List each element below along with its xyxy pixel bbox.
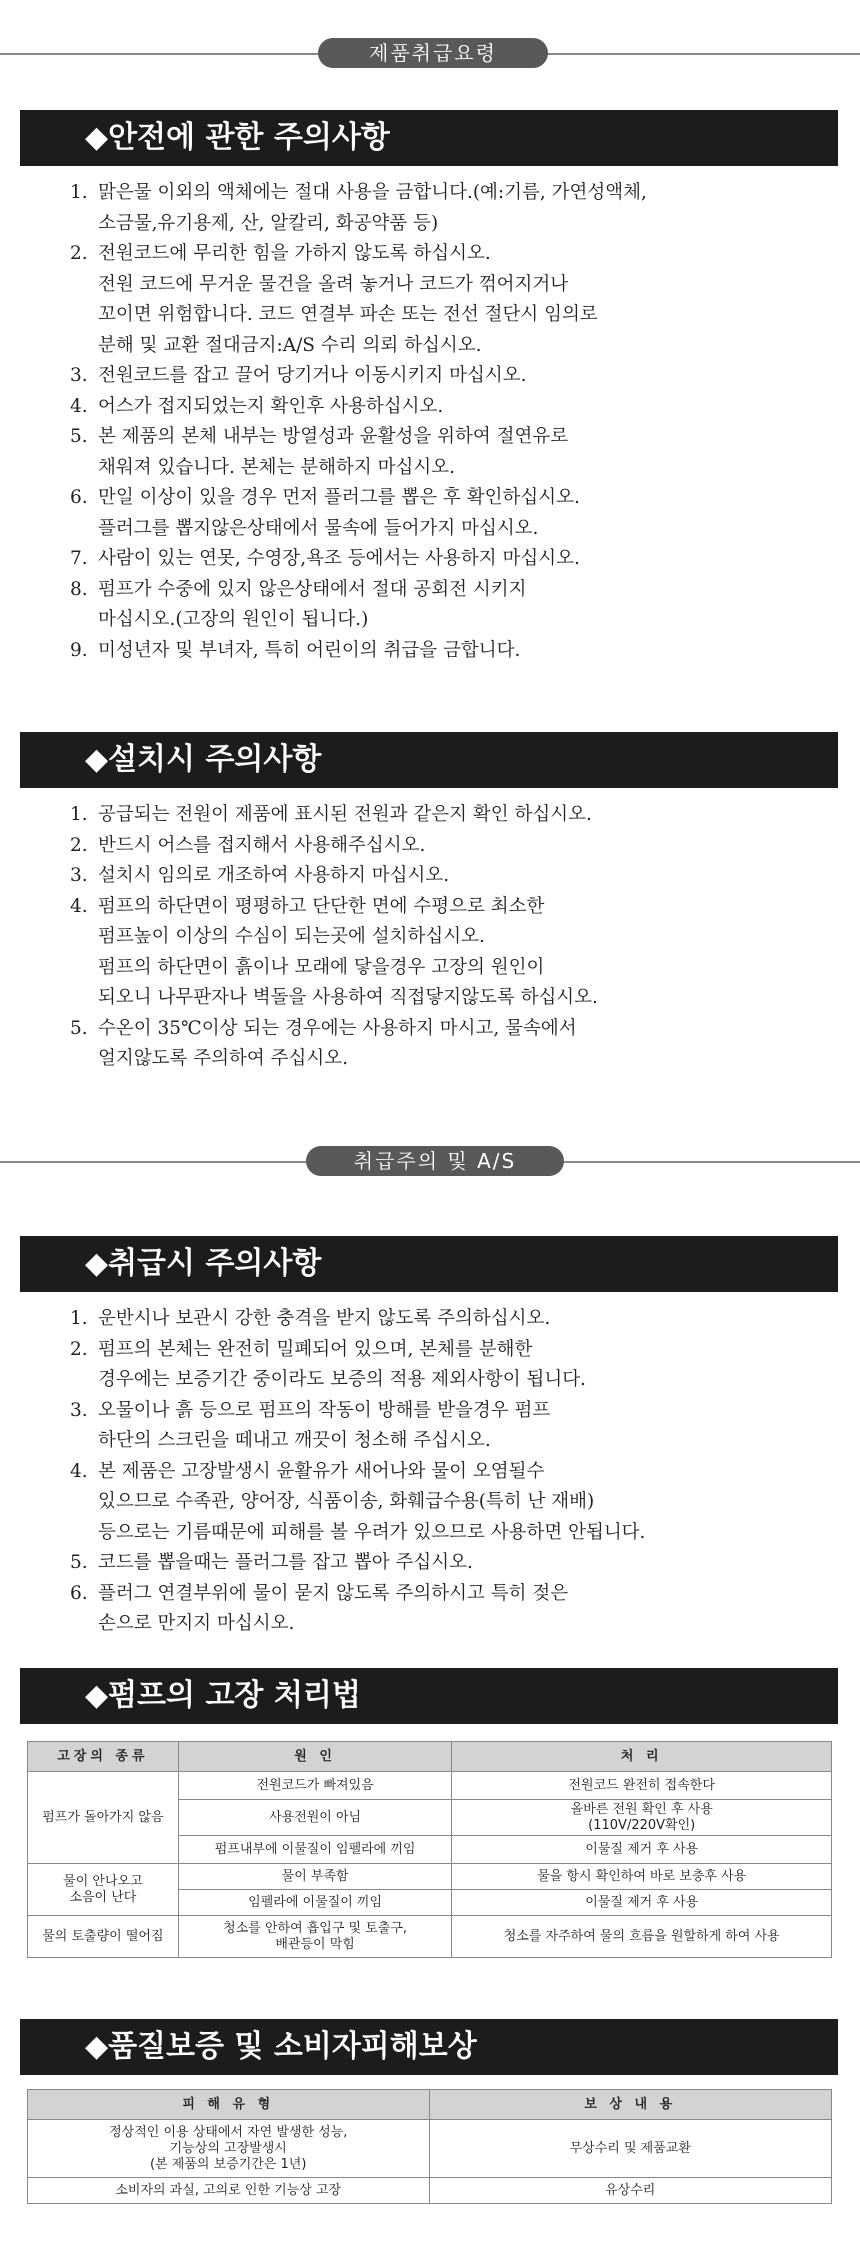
list-item xyxy=(70,831,830,862)
cause-cell: 펌프내부에 이물질이 임펠라에 끼임 xyxy=(178,1836,452,1864)
warranty-table-body xyxy=(28,2120,832,2204)
item-text-line: 본 제품의 본체 내부는 방열성과 윤활성을 위하여 절연유로 xyxy=(98,426,569,447)
list-item xyxy=(70,1548,830,1579)
list-item xyxy=(70,800,830,831)
table-row xyxy=(28,1864,832,1890)
item-number: 1. xyxy=(70,1308,88,1329)
item-text-line: 반드시 어스를 접지해서 사용해주십시오. xyxy=(98,834,426,856)
list-item xyxy=(70,861,830,892)
table-row xyxy=(28,2178,832,2204)
item-number: 1. xyxy=(70,804,88,825)
item-text-line: 분해 및 교환 절대금지:A/S 수리 의뢰 하십시오. xyxy=(98,334,482,356)
section-title-trouble: ◆펌프의 고장 처리법 xyxy=(85,1678,361,1713)
item-number: 5. xyxy=(70,1552,88,1573)
item-text-line: 꼬이면 위험합니다. 코드 연결부 파손 또는 전선 절단시 임의로 xyxy=(98,304,598,325)
header-cause: 원 인 xyxy=(178,1742,452,1772)
list-item xyxy=(70,178,830,239)
section-banner-warranty xyxy=(20,2019,838,2075)
table-row xyxy=(28,1772,832,1800)
item-text-line: 전원 코드에 무거운 물건을 올려 놓거나 코드가 꺾어지거나 xyxy=(98,273,569,295)
item-text-line: 공급되는 전원이 제품에 표시된 전원과 같은지 확인 하십시오. xyxy=(98,804,592,825)
item-number: 6. xyxy=(70,1582,88,1604)
trouble-table xyxy=(27,1741,832,1958)
item-number: 7. xyxy=(70,548,88,569)
item-text-line: 경우에는 보증기간 중이라도 보증의 적용 제외사항이 됩니다. xyxy=(98,1369,586,1390)
item-number: 4. xyxy=(70,895,88,917)
item-number: 2. xyxy=(70,834,88,856)
list-item xyxy=(70,1457,830,1549)
item-text-line: 등으로는 기름때문에 피해를 볼 우려가 있으므로 사용하면 안됩니다. xyxy=(98,1521,646,1543)
item-text-line: 본 제품은 고장발생시 윤활유가 새어나와 물이 오염될수 xyxy=(98,1460,545,1482)
table-header-row xyxy=(28,1742,832,1772)
section-banner-handling xyxy=(20,1236,838,1292)
compensation-cell: 유상수리 xyxy=(429,2178,832,2204)
item-text-line: 전원코드에 무리한 힘을 가하지 않도록 하십시오. xyxy=(98,243,491,264)
list-item xyxy=(70,422,830,483)
warranty-table xyxy=(27,2089,832,2204)
item-number: 4. xyxy=(70,395,88,417)
list-item xyxy=(70,361,830,392)
item-number: 2. xyxy=(70,243,88,264)
list-handling xyxy=(70,1304,830,1640)
item-text-line: 있으므로 수족관, 양어장, 식품이송, 화훼급수용(특히 난 재배) xyxy=(98,1491,595,1512)
section-title-safety: ◆안전에 관한 주의사항 xyxy=(85,120,390,155)
damage-type-cell: 정상적인 이용 상태에서 자연 발생한 성능, 기능상의 고장발생시 (본 제품의 보증기간은 1년) xyxy=(28,2120,430,2178)
list-item xyxy=(70,1579,830,1640)
item-number: 9. xyxy=(70,639,88,661)
item-text-line: 수온이 35℃이상 되는 경우에는 사용하지 마시고, 물속에서 xyxy=(98,1017,577,1039)
item-number: 3. xyxy=(70,1399,88,1421)
table-header-row xyxy=(28,2090,832,2120)
divider-top xyxy=(0,38,860,68)
list-item xyxy=(70,1335,830,1396)
item-text-line: 맑은물 이외의 액체에는 절대 사용을 금합니다.(예:기름, 가연성액체, xyxy=(98,182,647,203)
list-item xyxy=(70,544,830,575)
compensation-cell: 무상수리 및 제품교환 xyxy=(429,2120,832,2178)
item-text-line: 펌프의 본체는 완전히 밀폐되어 있으며, 본체를 분해한 xyxy=(98,1338,533,1360)
item-number: 2. xyxy=(70,1338,88,1360)
list-item xyxy=(70,1014,830,1075)
item-number: 3. xyxy=(70,365,88,386)
section-banner-trouble xyxy=(20,1668,838,1724)
item-text-line: 손으로 만지지 마십시오. xyxy=(98,1613,295,1634)
divider-label: 취급주의 및 A/S xyxy=(306,1146,564,1176)
item-text-line: 마십시오.(고장의 원인이 됩니다.) xyxy=(98,609,369,630)
item-text-line: 얼지않도록 주의하여 주십시오. xyxy=(98,1048,348,1069)
item-number: 3. xyxy=(70,865,88,886)
item-text-line: 사람이 있는 연못, 수영장,욕조 등에서는 사용하지 마십시오. xyxy=(98,548,580,569)
item-text-line: 펌프높이 이상의 수심이 되는곳에 설치하십시오. xyxy=(98,926,485,947)
section-title-handling: ◆취급시 주의사항 xyxy=(85,1246,322,1281)
item-number: 5. xyxy=(70,1017,88,1039)
item-text-line: 코드를 뽑을때는 플러그를 잡고 뽑아 주십시오. xyxy=(98,1552,473,1573)
trouble-table-body xyxy=(28,1772,832,1958)
item-text-line: 채워져 있습니다. 본체는 분해하지 마십시오. xyxy=(98,456,455,478)
item-text-line: 오물이나 흙 등으로 펌프의 작동이 방해를 받을경우 펌프 xyxy=(98,1399,551,1421)
item-text-line: 플러그 연결부위에 물이 묻지 않도록 주의하시고 특히 젖은 xyxy=(98,1582,569,1604)
divider-middle xyxy=(0,1146,860,1176)
action-cell: 이물질 제거 후 사용 xyxy=(452,1836,832,1864)
section-title-warranty: ◆품질보증 및 소비자피해보상 xyxy=(85,2029,477,2064)
cause-cell: 청소를 안하여 흡입구 및 토출구, 배관등이 막힘 xyxy=(178,1916,452,1958)
section-banner-safety xyxy=(20,110,838,166)
item-text-line: 플러그를 뽑지않은상태에서 물속에 들어가지 마십시오. xyxy=(98,517,539,539)
item-text-line: 미성년자 및 부녀자, 특히 어린이의 취급을 금합니다. xyxy=(98,639,521,661)
header-compensation: 보 상 내 용 xyxy=(429,2090,832,2120)
section-title-install: ◆설치시 주의사항 xyxy=(85,742,322,777)
fault-type-cell: 펌프가 돌아가지 않음 xyxy=(28,1772,179,1864)
item-text-line: 펌프의 하단면이 흙이나 모래에 닿을경우 고장의 원인이 xyxy=(98,956,545,978)
item-text-line: 펌프의 하단면이 평평하고 단단한 면에 수평으로 최소한 xyxy=(98,895,545,917)
fault-type-cell: 물의 토출량이 떨어짐 xyxy=(28,1916,179,1958)
list-item xyxy=(70,892,830,1014)
list-safety xyxy=(70,178,830,666)
action-cell: 올바른 전원 확인 후 사용 (110V/220V확인) xyxy=(452,1800,832,1836)
list-item xyxy=(70,392,830,423)
action-cell: 전원코드 완전히 접속한다 xyxy=(452,1772,832,1800)
cause-cell: 전원코드가 빠져있음 xyxy=(178,1772,452,1800)
list-item xyxy=(70,239,830,361)
item-text-line: 소금물,유기용제, 산, 알칼리, 화공약품 등) xyxy=(98,212,439,234)
list-item xyxy=(70,1396,830,1457)
item-text-line: 하단의 스크린을 떼내고 깨끗이 청소해 주십시오. xyxy=(98,1430,491,1451)
list-item xyxy=(70,575,830,636)
item-number: 4. xyxy=(70,1460,88,1482)
item-text-line: 운반시나 보관시 강한 충격을 받지 않도록 주의하십시오. xyxy=(98,1308,551,1329)
item-text-line: 설치시 임의로 개조하여 사용하지 마십시오. xyxy=(98,865,450,886)
table-row xyxy=(28,2120,832,2178)
list-item xyxy=(70,1304,830,1335)
header-damage-type: 피 해 유 형 xyxy=(28,2090,430,2120)
item-text-line: 만일 이상이 있을 경우 먼저 플러그를 뽑은 후 확인하십시오. xyxy=(98,487,580,508)
header-type: 고장의 종류 xyxy=(28,1742,179,1772)
action-cell: 청소를 자주하여 물의 흐름을 원할하게 하여 사용 xyxy=(452,1916,832,1958)
damage-type-cell: 소비자의 과실, 고의로 인한 기능상 고장 xyxy=(28,2178,430,2204)
action-cell: 이물질 제거 후 사용 xyxy=(452,1890,832,1916)
action-cell: 물을 항시 확인하여 바로 보충후 사용 xyxy=(452,1864,832,1890)
list-install xyxy=(70,800,830,1075)
item-text-line: 어스가 접지되었는지 확인후 사용하십시오. xyxy=(98,395,444,417)
item-text-line: 펌프가 수중에 있지 않은상태에서 절대 공회전 시키지 xyxy=(98,578,527,600)
list-item xyxy=(70,483,830,544)
cause-cell: 사용전원이 아님 xyxy=(178,1800,452,1836)
section-banner-install xyxy=(20,732,838,788)
fault-type-cell: 물이 안나오고 소음이 난다 xyxy=(28,1864,179,1916)
cause-cell: 임펠라에 이물질이 끼임 xyxy=(178,1890,452,1916)
item-number: 6. xyxy=(70,487,88,508)
item-text-line: 되오니 나무판자나 벽돌을 사용하여 직접닿지않도록 하십시오. xyxy=(98,987,598,1008)
table-row xyxy=(28,1916,832,1958)
header-action: 처 리 xyxy=(452,1742,832,1772)
item-number: 8. xyxy=(70,578,88,600)
cause-cell: 물이 부족함 xyxy=(178,1864,452,1890)
item-number: 5. xyxy=(70,426,88,447)
divider-label: 제품취급요령 xyxy=(318,38,548,68)
list-item xyxy=(70,636,830,667)
item-text-line: 전원코드를 잡고 끌어 당기거나 이동시키지 마십시오. xyxy=(98,365,527,386)
item-number: 1. xyxy=(70,182,88,203)
